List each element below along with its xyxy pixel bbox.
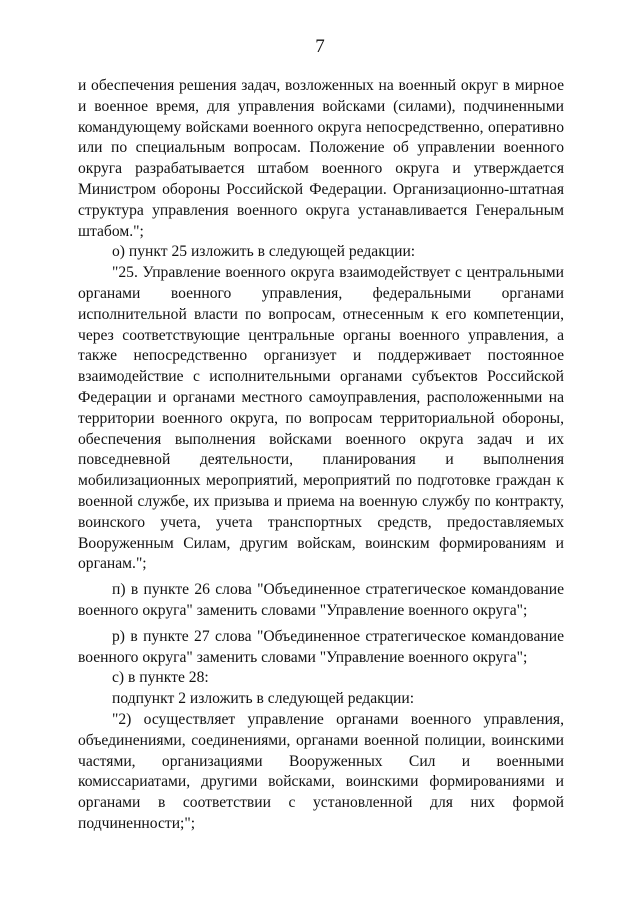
paragraph-item-s: с) в пункте 28: [112,669,209,687]
paragraph-point-25: "25. Управление военного округа взаимодействует с центральными органами военного управления, федеральными органами исполнительной власти по вопросам, отнесенным к его компетенции, через соответствующие центральные органы военного управления, а также непосредственно организует и поддерживает постоянное взаимодействие с исполнительными органами субъектов Российской Федерации и органами местного самоуправления, расположенными на территории военного округа, по вопросам территориальной обороны, обеспечения выполнения войсками военного округа задач и их повседневной деятельности, планирования и выполнения мобилизационных мероприятий, мероприятий по подготовке граждан к военной службе, их призыва и приема на военную службу по контракту, воинского учета, учета транспортных средств, предоставляемых Вооруженным Силам, другим войскам, воинским формированиям и органам."; [78,264,564,573]
paragraph-item-o: о) пункт 25 изложить в следующей редакции: [112,243,416,261]
paragraph-item-p: п) в пункте 26 слова "Объединенное стратегическое командование военного округа" заменить словами "Управление военного округа"; [78,581,564,619]
paragraph-subpoint-2: "2) осуществляет управление органами военного управления, объединениями, соединениями, органами военной полиции, воинскими частями, организациями Вооруженных Сил и военными комиссариатами, другими войсками, воинскими формированиями и органами в соответствии с установленной для них формой подчиненности;"; [78,710,564,832]
page-number: 7 [315,36,325,57]
paragraph-item-r: р) в пункте 27 слова "Объединенное стратегическое командование военного округа" заменить словами "Управление военного округа"; [78,627,564,666]
document-body [78,76,564,835]
paragraph-subpoint-heading: подпункт 2 изложить в следующей редакции: [112,690,415,708]
paragraph-continuation: и обеспечения решения задач, возложенных на военный округ в мирное и военное время, для управления войсками (силами), подчиненными командующему войсками военного округа непосредственно, оперативно или по специальным вопросам. Положение об управлении военного округа разрабатывается штабом военного округа и утверждается Министром обороны Российской Федерации. Организационно-штатная структура управления военного округа устанавливается Генеральным штабом."; [78,77,564,240]
